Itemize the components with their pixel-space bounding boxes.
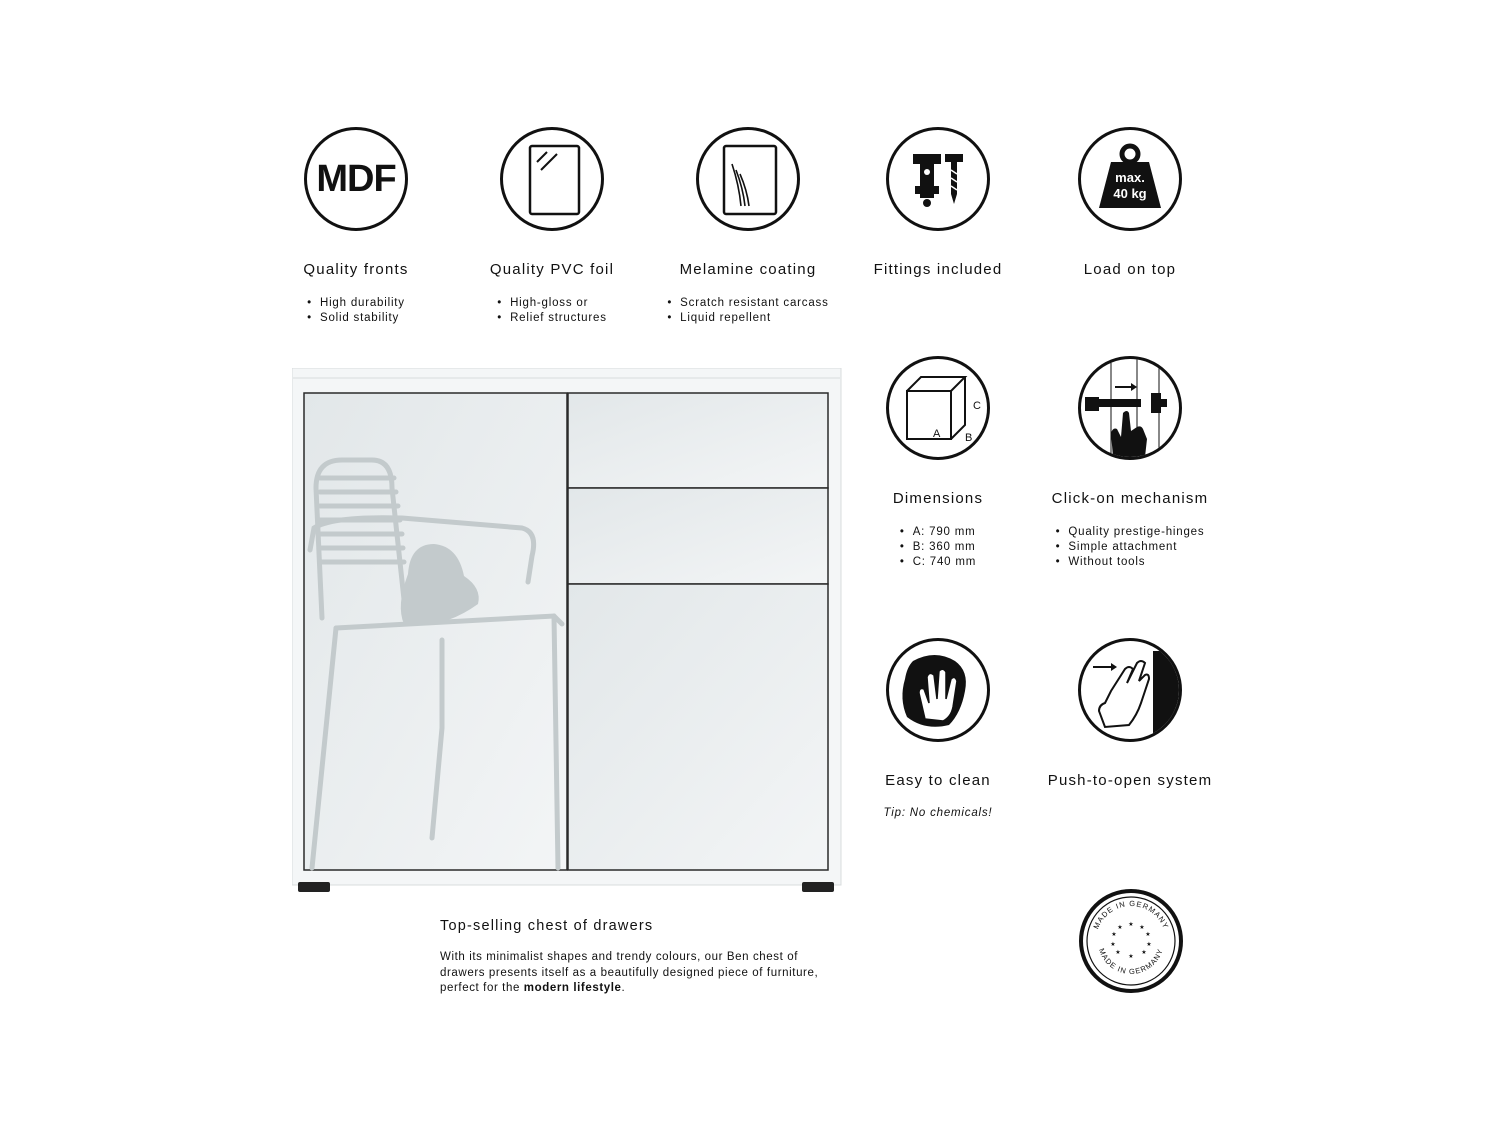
feature-title: Easy to clean	[885, 772, 991, 789]
list-item: • C: 740 mm	[900, 555, 976, 570]
description-heading: Top-selling chest of drawers	[440, 918, 654, 934]
feature-easy-to-clean	[838, 638, 1038, 819]
cabinet-drawer-top	[568, 393, 828, 488]
feature-load-on-top	[1030, 127, 1230, 278]
modern-lifestyle-emphasis: modern lifestyle	[523, 982, 622, 994]
svg-text:★: ★	[1141, 949, 1147, 956]
feature-dimensions	[838, 356, 1038, 570]
cabinet-drawer-middle	[568, 488, 828, 584]
svg-text:★: ★	[1145, 931, 1151, 938]
feature-fittings-included	[838, 127, 1038, 278]
feature-title: Quality fronts	[303, 261, 409, 278]
scratch-panel-icon	[696, 127, 800, 231]
list-item: • Liquid repellent	[667, 311, 828, 326]
tip-text: Tip: No chemicals!	[883, 807, 993, 819]
feature-quality-pvc-foil	[452, 127, 652, 326]
feature-title: Melamine coating	[679, 261, 817, 278]
feature-title: Load on top	[1083, 261, 1177, 278]
list-item: • A: 790 mm	[900, 525, 976, 540]
mdf-text-icon: MDF	[304, 127, 408, 231]
description-line: With its minimalist shapes and trendy colours, our Ben chest of	[440, 951, 799, 963]
list-item: • Solid stability	[307, 311, 405, 326]
click-on-hinge-icon	[1078, 356, 1182, 460]
cube-label-c: C	[973, 400, 981, 412]
made-in-germany-seal	[1078, 888, 1184, 994]
cabinet-foot-left	[298, 882, 330, 892]
feature-title: Dimensions	[892, 490, 984, 507]
svg-text:★: ★	[1117, 924, 1123, 931]
cabinet-illustration	[292, 368, 842, 896]
svg-text:★: ★	[1139, 924, 1145, 931]
description-line: drawers presents itself as a beautifully designed piece of furniture,	[440, 966, 819, 979]
cleaning-cloth-hand-icon	[886, 638, 990, 742]
svg-text:★: ★	[1110, 941, 1116, 948]
list-item: • High durability	[307, 296, 405, 311]
cabinet-right-door	[568, 584, 828, 870]
feature-title: Fittings included	[873, 261, 1003, 278]
svg-text:★: ★	[1128, 953, 1134, 960]
feature-bullets	[1056, 525, 1205, 570]
svg-text:★: ★	[1115, 949, 1121, 956]
cube-label-a: A	[933, 428, 941, 440]
feature-bullets	[497, 296, 607, 326]
feature-bullets	[900, 525, 976, 570]
list-item: • B: 360 mm	[900, 540, 976, 555]
product-description	[440, 918, 840, 997]
feature-melamine-coating	[648, 127, 848, 326]
feature-title: Quality PVC foil	[489, 261, 615, 278]
feature-title: Push-to-open system	[1047, 772, 1213, 789]
feature-title: Click-on mechanism	[1051, 490, 1209, 507]
feature-push-to-open	[1030, 638, 1230, 789]
feature-quality-fronts	[256, 127, 456, 326]
list-item: • Quality prestige-hinges	[1056, 525, 1205, 540]
push-to-open-hand-icon	[1078, 638, 1182, 742]
cabinet-foot-right	[802, 882, 834, 892]
list-item: • Simple attachment	[1056, 540, 1205, 555]
svg-text:★: ★	[1128, 921, 1134, 928]
cube-dimensions-icon	[886, 356, 990, 460]
list-item: • Scratch resistant carcass	[667, 296, 828, 311]
seal-text-bottom: MADE IN GERMANY	[1097, 947, 1165, 977]
feature-bullets	[307, 296, 405, 326]
cube-label-b: B	[965, 432, 973, 444]
weight-value-label: 40 kg	[1113, 186, 1147, 201]
description-line-suffix: .	[621, 982, 626, 994]
description-line-prefix: perfect for the	[440, 982, 524, 994]
made-in-germany-seal-icon	[1078, 888, 1184, 994]
description-body	[440, 950, 840, 997]
weight-max-label: max.	[1115, 170, 1145, 185]
description-line	[440, 981, 840, 997]
list-item: • Relief structures	[497, 311, 607, 326]
feature-bullets	[667, 296, 828, 326]
seal-text-top: MADE IN GERMANY	[1091, 898, 1171, 931]
svg-text:★: ★	[1111, 931, 1117, 938]
hinge-screw-icon	[886, 127, 990, 231]
list-item: • High-gloss or	[497, 296, 607, 311]
glossy-panel-icon	[500, 127, 604, 231]
svg-text:★: ★	[1146, 941, 1152, 948]
feature-click-on-mechanism	[1030, 356, 1230, 570]
weight-icon	[1078, 127, 1182, 231]
list-item: • Without tools	[1056, 555, 1205, 570]
